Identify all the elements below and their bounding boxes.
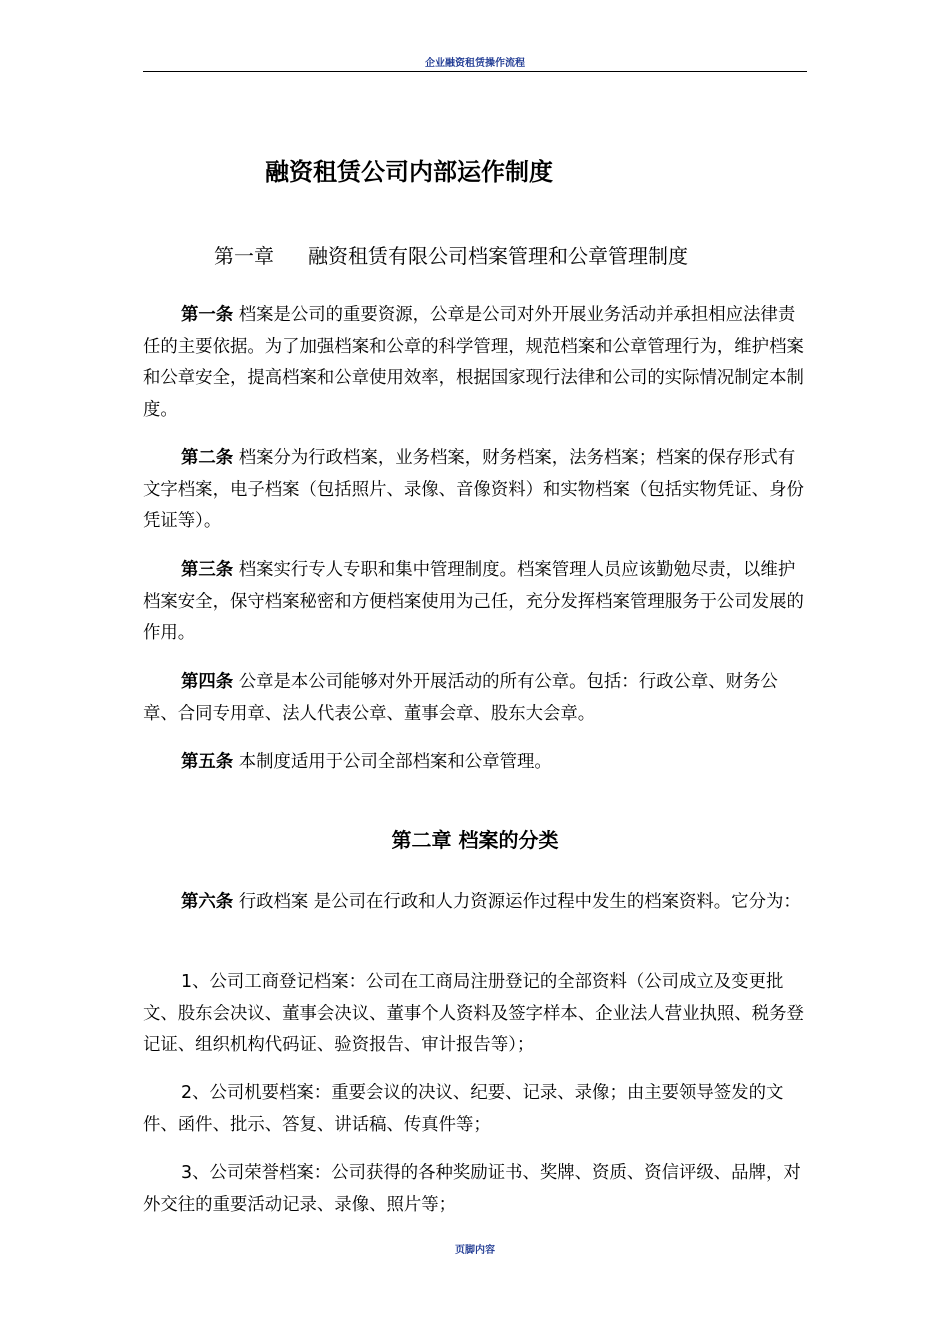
article-1	[143, 300, 807, 426]
article-3-label: 第三条	[181, 560, 234, 580]
article-4-text: 公章是本公司能够对外开展活动的所有公章。包括：行政公章、财务公章、合同专用章、法人代表公章、董事会章、股东大会章。	[143, 672, 778, 724]
article-2-text: 档案分为行政档案，业务档案，财务档案，法务档案；档案的保存形式有文字档案，电子档案（包括照片、录像、音像资料）和实物档案（包括实物凭证、身份凭证等）。	[143, 448, 804, 531]
article-3-text: 档案实行专人专职和集中管理制度。档案管理人员应该勤勉尽责，以维护档案安全，保守档案秘密和方便档案使用为己任，充分发挥档案管理服务于公司发展的作用。	[143, 560, 804, 643]
chapter-1-title: 融资租赁有限公司档案管理和公章管理制度	[308, 244, 688, 268]
chapter-1-heading	[214, 241, 688, 271]
article-5-text: 本制度适用于公司全部档案和公章管理。	[233, 752, 552, 772]
page-footer: 页脚内容	[455, 1245, 495, 1256]
article-6-label: 第六条	[181, 892, 234, 912]
article-4	[143, 667, 807, 730]
list-item-1: 1、公司工商登记档案：公司在工商局注册登记的全部资料（公司成立及变更批文、股东会决议、董事会决议、董事个人资料及签字样本、企业法人营业执照、税务登记证、组织机构代码证、验资报告、审计报告等）；	[143, 972, 804, 1055]
chapter-2-heading: 第二章 档案的分类	[391, 828, 559, 852]
article-6-text: 行政档案 是公司在行政和人力资源运作过程中发生的档案资料。它分为：	[233, 892, 801, 912]
list-item-2: 2、公司机要档案：重要会议的决议、纪要、记录、录像；由主要领导签发的文件、函件、批示、答复、讲话稿、传真件等；	[143, 1083, 784, 1135]
article-6	[143, 887, 807, 919]
article-1-label: 第一条	[181, 305, 234, 325]
document-title: 融资租赁公司内部运作制度	[265, 158, 553, 186]
article-5	[143, 747, 807, 779]
article-2	[143, 443, 807, 538]
article-5-label: 第五条	[181, 752, 234, 772]
running-header: 企业融资租赁操作流程	[425, 58, 525, 69]
chapter-1-number: 第一章	[214, 244, 274, 268]
article-2-label: 第二条	[181, 448, 234, 468]
article-3	[143, 555, 807, 650]
article-1-text: 档案是公司的重要资源，公章是公司对外开展业务活动并承担相应法律责任的主要依据。为了加强档案和公章的科学管理，规范档案和公章管理行为，维护档案和公章安全，提高档案和公章使用效率，根据国家现行法律和公司的实际情况制定本制度。	[143, 305, 804, 420]
list-item-3: 3、公司荣誉档案：公司获得的各种奖励证书、奖牌、资质、资信评级、品牌，对外交往的重要活动记录、录像、照片等；	[143, 1163, 801, 1215]
article-4-label: 第四条	[181, 672, 234, 692]
header-divider	[143, 71, 807, 72]
